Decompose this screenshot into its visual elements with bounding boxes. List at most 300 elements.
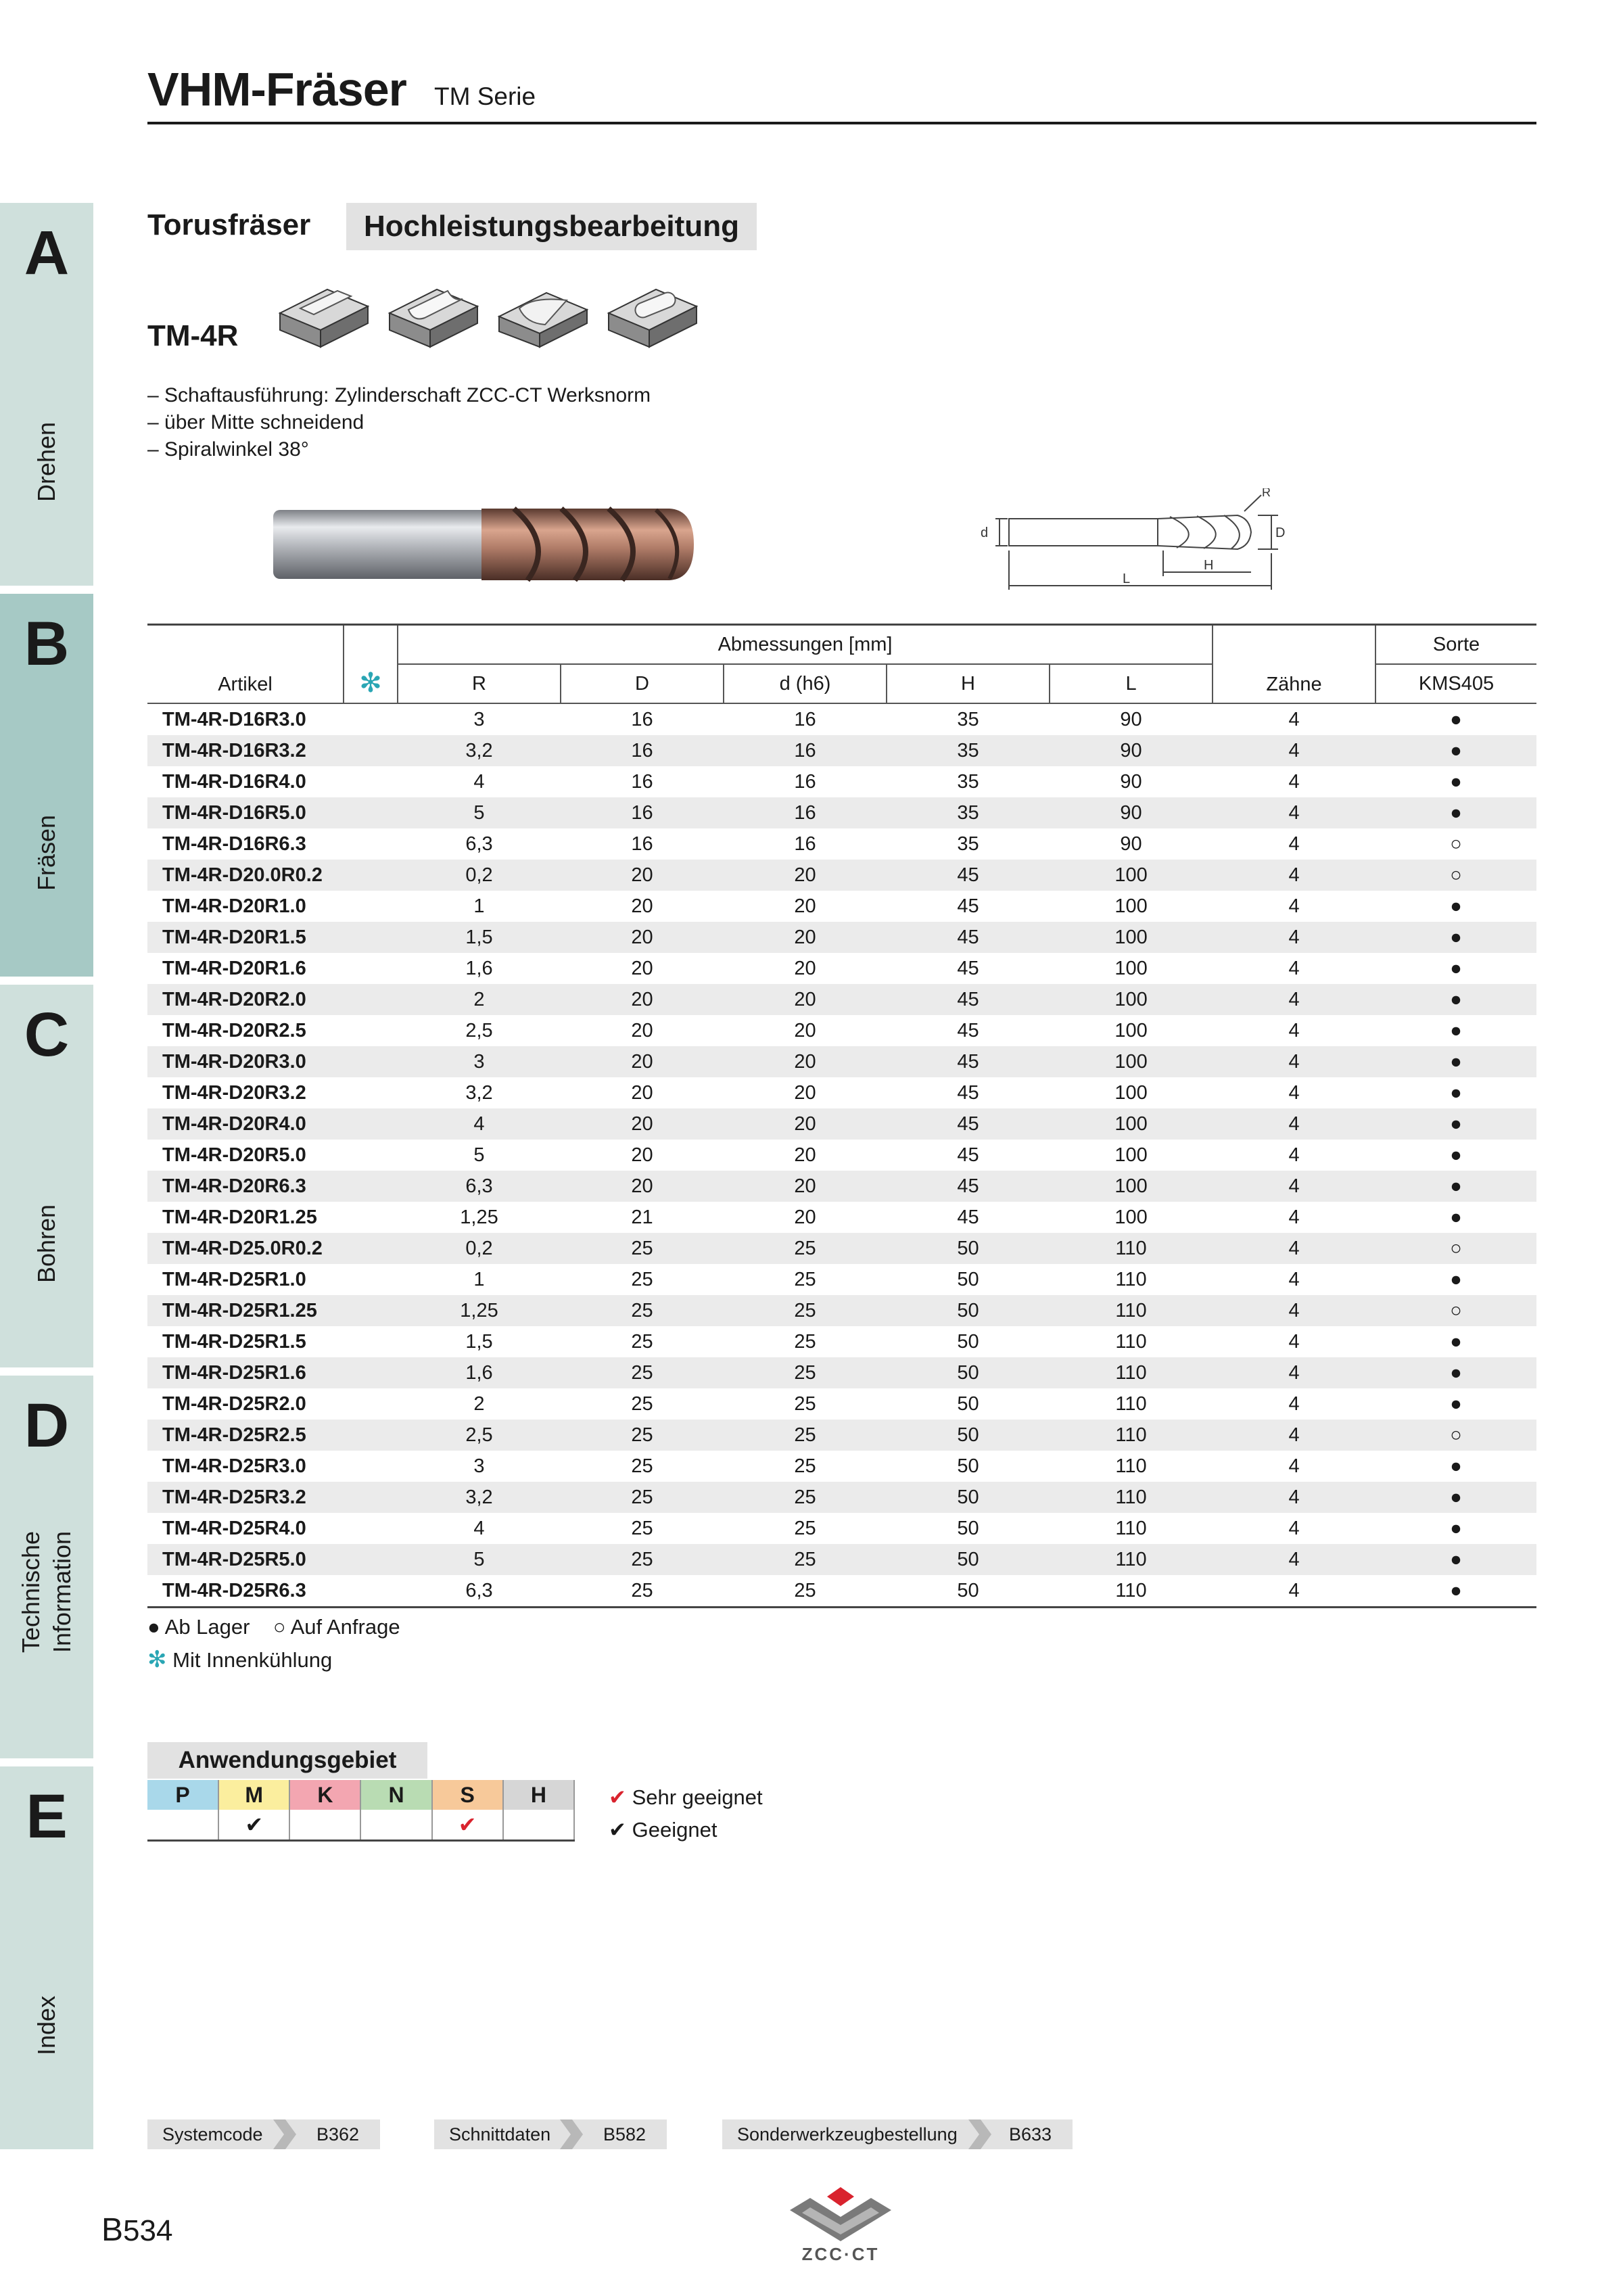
cell-d-shank: 25 bbox=[724, 1482, 887, 1513]
column-header-kms405: KMS405 bbox=[1375, 664, 1536, 703]
cell-kms405: ● bbox=[1375, 1108, 1536, 1140]
table-body bbox=[147, 703, 1536, 1608]
cell-zaehne: 4 bbox=[1213, 984, 1375, 1015]
cell-zaehne: 4 bbox=[1213, 797, 1375, 828]
cell-h: 45 bbox=[887, 1046, 1050, 1077]
cell-coolant bbox=[344, 1357, 398, 1388]
cell-artikel: TM-4R-D20R2.0 bbox=[147, 984, 344, 1015]
cell-l: 100 bbox=[1114, 957, 1148, 979]
cell-d-shank: 25 bbox=[724, 1233, 887, 1264]
cell-kms405: ● bbox=[1450, 1392, 1462, 1415]
ref-page: B633 bbox=[1009, 2124, 1052, 2145]
cell-kms405: ● bbox=[1375, 1171, 1536, 1202]
cell-l: 100 bbox=[1050, 984, 1213, 1015]
drawing-label-H: H bbox=[1204, 558, 1214, 573]
cell-artikel: TM-4R-D20R1.0 bbox=[162, 895, 306, 917]
cell-zaehne: 4 bbox=[1288, 957, 1300, 979]
cell-d-outer: 20 bbox=[561, 922, 724, 953]
cell-zaehne: 4 bbox=[1213, 1108, 1375, 1140]
cell-r: 1,25 bbox=[460, 1206, 498, 1228]
cell-h: 50 bbox=[957, 1517, 979, 1539]
table-row bbox=[147, 1575, 1536, 1608]
cell-h: 50 bbox=[887, 1420, 1050, 1451]
cell-zaehne: 4 bbox=[1213, 1357, 1375, 1388]
cell-coolant bbox=[344, 1451, 398, 1482]
cell-d-outer: 25 bbox=[631, 1268, 653, 1290]
cell-artikel: TM-4R-D25R3.2 bbox=[147, 1482, 344, 1513]
cell-d-shank: 25 bbox=[794, 1455, 816, 1477]
logo-text: ZCC·CT bbox=[801, 2244, 880, 2264]
cell-d-shank: 16 bbox=[794, 833, 816, 855]
cell-zaehne: 4 bbox=[1288, 1330, 1300, 1353]
legend-in-stock: Ab Lager bbox=[164, 1615, 250, 1639]
cell-h: 50 bbox=[957, 1392, 979, 1415]
cell-artikel: TM-4R-D20.0R0.2 bbox=[147, 860, 344, 891]
cell-l: 100 bbox=[1050, 1171, 1213, 1202]
cell-kms405: ● bbox=[1375, 797, 1536, 828]
material-suitability-n bbox=[360, 1810, 431, 1841]
table-row bbox=[147, 1388, 1536, 1420]
ref-label: Sonderwerkzeugbestellung bbox=[737, 2124, 958, 2145]
slot-workpiece-icon bbox=[273, 276, 375, 350]
cell-h: 35 bbox=[957, 770, 979, 793]
cell-artikel: TM-4R-D20R1.25 bbox=[162, 1206, 317, 1228]
cell-coolant bbox=[344, 1513, 398, 1544]
cell-d-outer: 16 bbox=[631, 833, 653, 855]
section-label: Torusfräser bbox=[147, 208, 311, 241]
end-mill-photo bbox=[270, 500, 697, 588]
cell-zaehne: 4 bbox=[1213, 1295, 1375, 1326]
empty-circle-icon: ○ bbox=[273, 1615, 286, 1639]
cell-kms405: ○ bbox=[1375, 860, 1536, 891]
cell-h: 50 bbox=[887, 1357, 1050, 1388]
side-tab-letter: B bbox=[24, 609, 70, 678]
cell-d-shank: 16 bbox=[724, 735, 887, 766]
rounded-edge-workpiece-icon bbox=[492, 276, 594, 350]
table-row bbox=[147, 1295, 1536, 1326]
cell-l: 110 bbox=[1115, 1455, 1147, 1477]
column-header-coolant bbox=[344, 625, 398, 704]
check-icon: ✔ bbox=[609, 1818, 626, 1842]
side-tab-technische-information[interactable] bbox=[0, 1376, 93, 1758]
chevron-right-icon bbox=[968, 2119, 993, 2149]
cell-coolant bbox=[344, 1326, 398, 1357]
ref-systemcode[interactable] bbox=[147, 2119, 380, 2149]
key-very-suitable bbox=[609, 1781, 763, 1814]
cell-artikel: TM-4R-D25R1.0 bbox=[162, 1268, 306, 1290]
cell-h: 50 bbox=[957, 1268, 979, 1290]
cell-artikel: TM-4R-D25.0R0.2 bbox=[147, 1233, 344, 1264]
side-tab-label: Drehen bbox=[32, 421, 60, 502]
table-row bbox=[147, 828, 1536, 860]
page-number bbox=[101, 2211, 172, 2249]
cell-zaehne: 4 bbox=[1213, 735, 1375, 766]
cell-artikel: TM-4R-D20R1.6 bbox=[162, 957, 306, 979]
cell-d-shank: 20 bbox=[794, 1206, 816, 1228]
cell-l: 110 bbox=[1115, 1268, 1147, 1290]
column-header-artikel: Artikel bbox=[147, 625, 344, 704]
table-row bbox=[147, 1451, 1536, 1482]
table-legend bbox=[147, 1611, 400, 1677]
filled-circle-icon: ● bbox=[147, 1615, 160, 1639]
cell-r: 1,25 bbox=[398, 1295, 561, 1326]
cell-h: 45 bbox=[957, 957, 979, 979]
cell-h: 35 bbox=[957, 833, 979, 855]
table-row bbox=[147, 1513, 1536, 1544]
cell-artikel: TM-4R-D25R6.3 bbox=[147, 1575, 344, 1608]
cell-artikel: TM-4R-D25R5.0 bbox=[147, 1544, 344, 1575]
column-header-d-outer: D bbox=[561, 664, 724, 703]
table-row bbox=[147, 1264, 1536, 1295]
cell-artikel: TM-4R-D20R5.0 bbox=[162, 1144, 306, 1166]
cell-l: 100 bbox=[1050, 922, 1213, 953]
ref-page: B582 bbox=[603, 2124, 646, 2145]
page-number-letter: B bbox=[101, 2212, 124, 2248]
cell-kms405: ● bbox=[1450, 1081, 1462, 1104]
side-tab-letter: E bbox=[26, 1782, 68, 1851]
cell-coolant bbox=[344, 1264, 398, 1295]
material-group-m: M bbox=[218, 1780, 289, 1810]
cell-coolant bbox=[344, 1046, 398, 1077]
cell-l: 100 bbox=[1114, 1206, 1148, 1228]
cell-d-shank: 20 bbox=[724, 860, 887, 891]
cell-artikel: TM-4R-D16R4.0 bbox=[162, 770, 306, 793]
cell-l: 100 bbox=[1050, 1046, 1213, 1077]
cell-d-shank: 16 bbox=[724, 797, 887, 828]
cell-d-outer: 16 bbox=[631, 770, 653, 793]
cell-artikel: TM-4R-D25R2.0 bbox=[162, 1392, 306, 1415]
cell-coolant bbox=[344, 735, 398, 766]
cell-r: 2 bbox=[398, 984, 561, 1015]
cell-d-shank: 16 bbox=[794, 770, 816, 793]
cell-kms405: ● bbox=[1375, 1482, 1536, 1513]
cell-coolant bbox=[344, 766, 398, 797]
cell-zaehne: 4 bbox=[1288, 1081, 1300, 1104]
cell-h: 45 bbox=[887, 984, 1050, 1015]
cell-r: 3 bbox=[473, 1455, 485, 1477]
cell-h: 50 bbox=[957, 1330, 979, 1353]
material-group-n: N bbox=[360, 1780, 431, 1810]
cell-l: 110 bbox=[1050, 1544, 1213, 1575]
ref-label: Systemcode bbox=[162, 2124, 263, 2145]
cell-r: 6,3 bbox=[465, 833, 493, 855]
cell-artikel: TM-4R-D25R1.25 bbox=[147, 1295, 344, 1326]
cell-r: 0,2 bbox=[398, 1233, 561, 1264]
groove-workpiece-icon bbox=[383, 276, 484, 350]
feature-item: – über Mitte schneidend bbox=[147, 411, 364, 434]
cell-r: 4 bbox=[398, 1108, 561, 1140]
cell-r: 4 bbox=[473, 770, 485, 793]
legend-stock-line bbox=[147, 1611, 400, 1643]
cell-coolant bbox=[344, 953, 398, 984]
cell-coolant bbox=[344, 1202, 398, 1233]
cell-d-outer: 25 bbox=[561, 1233, 724, 1264]
side-tab-drehen[interactable] bbox=[0, 203, 93, 586]
ref-label: Schnittdaten bbox=[449, 2124, 551, 2145]
cell-d-shank: 20 bbox=[724, 1108, 887, 1140]
zcc-ct-logo bbox=[783, 2183, 898, 2264]
cell-l: 110 bbox=[1050, 1575, 1213, 1608]
cell-r: 4 bbox=[473, 1517, 485, 1539]
legend-coolant: Mit Innenkühlung bbox=[172, 1648, 333, 1672]
cell-l: 110 bbox=[1050, 1357, 1213, 1388]
column-group-abmessungen: Abmessungen [mm] bbox=[398, 625, 1213, 665]
cell-kms405: ○ bbox=[1375, 1295, 1536, 1326]
table-row bbox=[147, 1420, 1536, 1451]
cell-d-outer: 20 bbox=[561, 1171, 724, 1202]
table-row bbox=[147, 1202, 1536, 1233]
cell-d-shank: 20 bbox=[724, 922, 887, 953]
cell-r: 6,3 bbox=[398, 1171, 561, 1202]
legend-coolant-line bbox=[147, 1643, 400, 1677]
table-row bbox=[147, 1326, 1536, 1357]
cell-d-outer: 20 bbox=[631, 957, 653, 979]
cell-d-shank: 25 bbox=[724, 1420, 887, 1451]
cell-coolant bbox=[344, 1077, 398, 1108]
side-tab-label: Fräsen bbox=[32, 814, 60, 891]
cell-r: 1,5 bbox=[398, 922, 561, 953]
cell-l: 100 bbox=[1114, 1081, 1148, 1104]
cell-coolant bbox=[344, 1171, 398, 1202]
cell-h: 45 bbox=[887, 922, 1050, 953]
cell-zaehne: 4 bbox=[1213, 1171, 1375, 1202]
cell-coolant bbox=[344, 922, 398, 953]
ref-page: B362 bbox=[316, 2124, 360, 2145]
cell-h: 35 bbox=[887, 735, 1050, 766]
material-group-k: K bbox=[289, 1780, 360, 1810]
cell-d-shank: 25 bbox=[724, 1357, 887, 1388]
cell-zaehne: 4 bbox=[1288, 1517, 1300, 1539]
side-tab-fraesen[interactable] bbox=[0, 594, 93, 977]
cell-d-outer: 16 bbox=[561, 735, 724, 766]
cell-zaehne: 4 bbox=[1213, 1482, 1375, 1513]
cell-kms405: ● bbox=[1450, 1268, 1462, 1290]
cell-d-outer: 25 bbox=[561, 1420, 724, 1451]
cell-artikel: TM-4R-D25R1.6 bbox=[147, 1357, 344, 1388]
cell-coolant bbox=[344, 1388, 398, 1420]
cell-coolant bbox=[344, 1233, 398, 1264]
cell-d-shank: 20 bbox=[724, 1171, 887, 1202]
cell-zaehne: 4 bbox=[1288, 1455, 1300, 1477]
cell-coolant bbox=[344, 703, 398, 735]
table-row bbox=[147, 984, 1536, 1015]
cell-l: 90 bbox=[1050, 797, 1213, 828]
cell-coolant bbox=[344, 891, 398, 922]
cell-coolant bbox=[344, 860, 398, 891]
cell-zaehne: 4 bbox=[1288, 770, 1300, 793]
side-tab-bohren[interactable] bbox=[0, 985, 93, 1367]
cell-d-outer: 25 bbox=[561, 1482, 724, 1513]
cell-l: 100 bbox=[1114, 1019, 1148, 1041]
material-suitability-m: ✔ bbox=[218, 1810, 289, 1841]
cell-artikel: TM-4R-D25R3.0 bbox=[162, 1455, 306, 1477]
cell-h: 50 bbox=[887, 1544, 1050, 1575]
cell-artikel: TM-4R-D16R5.0 bbox=[147, 797, 344, 828]
table-row bbox=[147, 1015, 1536, 1046]
cell-kms405: ● bbox=[1450, 957, 1462, 979]
material-group-h: H bbox=[503, 1780, 574, 1810]
cell-kms405: ● bbox=[1375, 922, 1536, 953]
cell-r: 3 bbox=[473, 708, 485, 730]
key-label: Sehr geeignet bbox=[632, 1785, 763, 1809]
cell-d-shank: 20 bbox=[794, 1019, 816, 1041]
feature-item: – Spiralwinkel 38° bbox=[147, 438, 309, 461]
side-tab-label: Bohren bbox=[32, 1204, 60, 1284]
cell-h: 45 bbox=[887, 1108, 1050, 1140]
cell-artikel: TM-4R-D16R3.2 bbox=[147, 735, 344, 766]
ref-schnittdaten[interactable] bbox=[434, 2119, 667, 2149]
side-tab-index[interactable] bbox=[0, 1766, 93, 2149]
cell-zaehne: 4 bbox=[1213, 922, 1375, 953]
cell-kms405: ● bbox=[1450, 708, 1462, 730]
cell-d-outer: 20 bbox=[631, 1144, 653, 1166]
cell-l: 110 bbox=[1115, 1330, 1147, 1353]
cell-l: 90 bbox=[1120, 708, 1142, 730]
cell-d-outer: 20 bbox=[631, 1019, 653, 1041]
cell-h: 45 bbox=[957, 1081, 979, 1104]
cell-coolant bbox=[344, 1420, 398, 1451]
cell-h: 35 bbox=[957, 708, 979, 730]
cell-coolant bbox=[344, 1140, 398, 1171]
cell-d-outer: 20 bbox=[561, 860, 724, 891]
cell-zaehne: 4 bbox=[1213, 860, 1375, 891]
table-row bbox=[147, 1077, 1536, 1108]
key-suitable bbox=[609, 1814, 763, 1846]
table-row bbox=[147, 766, 1536, 797]
table-row bbox=[147, 1108, 1536, 1140]
cell-r: 1 bbox=[473, 1268, 485, 1290]
cell-h: 50 bbox=[887, 1233, 1050, 1264]
cell-l: 110 bbox=[1115, 1392, 1147, 1415]
cell-kms405: ● bbox=[1450, 1144, 1462, 1166]
cell-d-outer: 20 bbox=[631, 1081, 653, 1104]
cell-kms405: ● bbox=[1375, 1046, 1536, 1077]
drawing-label-R: R bbox=[1262, 488, 1271, 499]
feature-item: – Schaftausführung: Zylinderschaft ZCC-CT Werksnorm bbox=[147, 384, 651, 406]
cell-d-shank: 20 bbox=[794, 1144, 816, 1166]
side-tab-label: Technische Information bbox=[17, 1530, 76, 1654]
column-header-r: R bbox=[398, 664, 561, 703]
cell-artikel: TM-4R-D25R1.5 bbox=[162, 1330, 306, 1353]
cell-d-shank: 20 bbox=[794, 957, 816, 979]
cell-kms405: ● bbox=[1375, 1544, 1536, 1575]
cell-artikel: TM-4R-D20R3.0 bbox=[147, 1046, 344, 1077]
cell-kms405: ● bbox=[1450, 1019, 1462, 1041]
cell-zaehne: 4 bbox=[1213, 1420, 1375, 1451]
table-row bbox=[147, 797, 1536, 828]
feature-list bbox=[147, 382, 651, 463]
cell-l: 90 bbox=[1120, 833, 1142, 855]
cell-artikel: TM-4R-D20R6.3 bbox=[147, 1171, 344, 1202]
table-row bbox=[147, 703, 1536, 735]
table-row bbox=[147, 1482, 1536, 1513]
cell-l: 110 bbox=[1050, 1295, 1213, 1326]
cell-r: 5 bbox=[473, 1144, 485, 1166]
cell-artikel: TM-4R-D20R2.5 bbox=[162, 1019, 306, 1041]
cell-coolant bbox=[344, 1108, 398, 1140]
table-row bbox=[147, 922, 1536, 953]
cell-d-outer: 25 bbox=[631, 1392, 653, 1415]
cell-zaehne: 4 bbox=[1288, 1206, 1300, 1228]
cell-kms405: ● bbox=[1375, 984, 1536, 1015]
cell-h: 35 bbox=[887, 797, 1050, 828]
cell-h: 45 bbox=[957, 895, 979, 917]
cell-zaehne: 4 bbox=[1213, 1046, 1375, 1077]
drawing-label-L: L bbox=[1123, 571, 1131, 586]
cell-r: 1,6 bbox=[465, 957, 493, 979]
cell-h: 45 bbox=[887, 860, 1050, 891]
cell-l: 110 bbox=[1115, 1517, 1147, 1539]
table-row bbox=[147, 1171, 1536, 1202]
cell-coolant bbox=[344, 828, 398, 860]
table-row bbox=[147, 1357, 1536, 1388]
cell-zaehne: 4 bbox=[1288, 1144, 1300, 1166]
cell-d-shank: 25 bbox=[794, 1392, 816, 1415]
cell-d-outer: 25 bbox=[631, 1330, 653, 1353]
side-tab-letter: C bbox=[24, 1000, 70, 1069]
cell-zaehne: 4 bbox=[1288, 1392, 1300, 1415]
cell-artikel: TM-4R-D16R6.3 bbox=[162, 833, 306, 855]
table-row bbox=[147, 860, 1536, 891]
chevron-right-icon bbox=[273, 2119, 298, 2149]
table-row bbox=[147, 1046, 1536, 1077]
cell-d-shank: 20 bbox=[724, 1046, 887, 1077]
cell-d-outer: 21 bbox=[631, 1206, 653, 1228]
ref-sonderwerkzeugbestellung[interactable] bbox=[722, 2119, 1073, 2149]
cell-zaehne: 4 bbox=[1288, 895, 1300, 917]
cell-kms405: ● bbox=[1450, 770, 1462, 793]
material-suitability-s: ✔ bbox=[432, 1810, 503, 1841]
cell-r: 1,6 bbox=[398, 1357, 561, 1388]
cell-h: 45 bbox=[957, 1206, 979, 1228]
table-row bbox=[147, 953, 1536, 984]
cell-kms405: ○ bbox=[1450, 833, 1462, 855]
table-row bbox=[147, 1140, 1536, 1171]
cell-l: 100 bbox=[1050, 1108, 1213, 1140]
cell-zaehne: 4 bbox=[1213, 1575, 1375, 1608]
cell-kms405: ○ bbox=[1375, 1233, 1536, 1264]
column-group-sorte: Sorte bbox=[1375, 625, 1536, 665]
column-header-h: H bbox=[887, 664, 1050, 703]
application-title: Anwendungsgebiet bbox=[147, 1742, 427, 1779]
cell-h: 50 bbox=[887, 1295, 1050, 1326]
table-row bbox=[147, 1233, 1536, 1264]
cell-artikel: TM-4R-D16R3.0 bbox=[162, 708, 306, 730]
cell-d-shank: 25 bbox=[794, 1517, 816, 1539]
side-tab-letter: A bbox=[24, 218, 70, 287]
cell-coolant bbox=[344, 1482, 398, 1513]
cell-r: 3,2 bbox=[465, 1081, 493, 1104]
cell-l: 110 bbox=[1050, 1420, 1213, 1451]
cell-h: 45 bbox=[957, 1144, 979, 1166]
cell-d-outer: 16 bbox=[561, 797, 724, 828]
cell-kms405: ● bbox=[1375, 735, 1536, 766]
cell-coolant bbox=[344, 984, 398, 1015]
cell-d-outer: 20 bbox=[561, 1046, 724, 1077]
page-subtitle: TM Serie bbox=[434, 83, 536, 110]
cell-l: 100 bbox=[1050, 860, 1213, 891]
cell-h: 50 bbox=[887, 1575, 1050, 1608]
cell-kms405: ● bbox=[1450, 1206, 1462, 1228]
product-table bbox=[147, 624, 1536, 1608]
cell-d-shank: 25 bbox=[794, 1268, 816, 1290]
cell-artikel: TM-4R-D25R4.0 bbox=[162, 1517, 306, 1539]
product-code: TM-4R bbox=[147, 319, 239, 352]
cell-d-shank: 25 bbox=[724, 1295, 887, 1326]
cell-h: 45 bbox=[957, 1019, 979, 1041]
material-group-s: S bbox=[432, 1780, 503, 1810]
cell-r: 0,2 bbox=[398, 860, 561, 891]
